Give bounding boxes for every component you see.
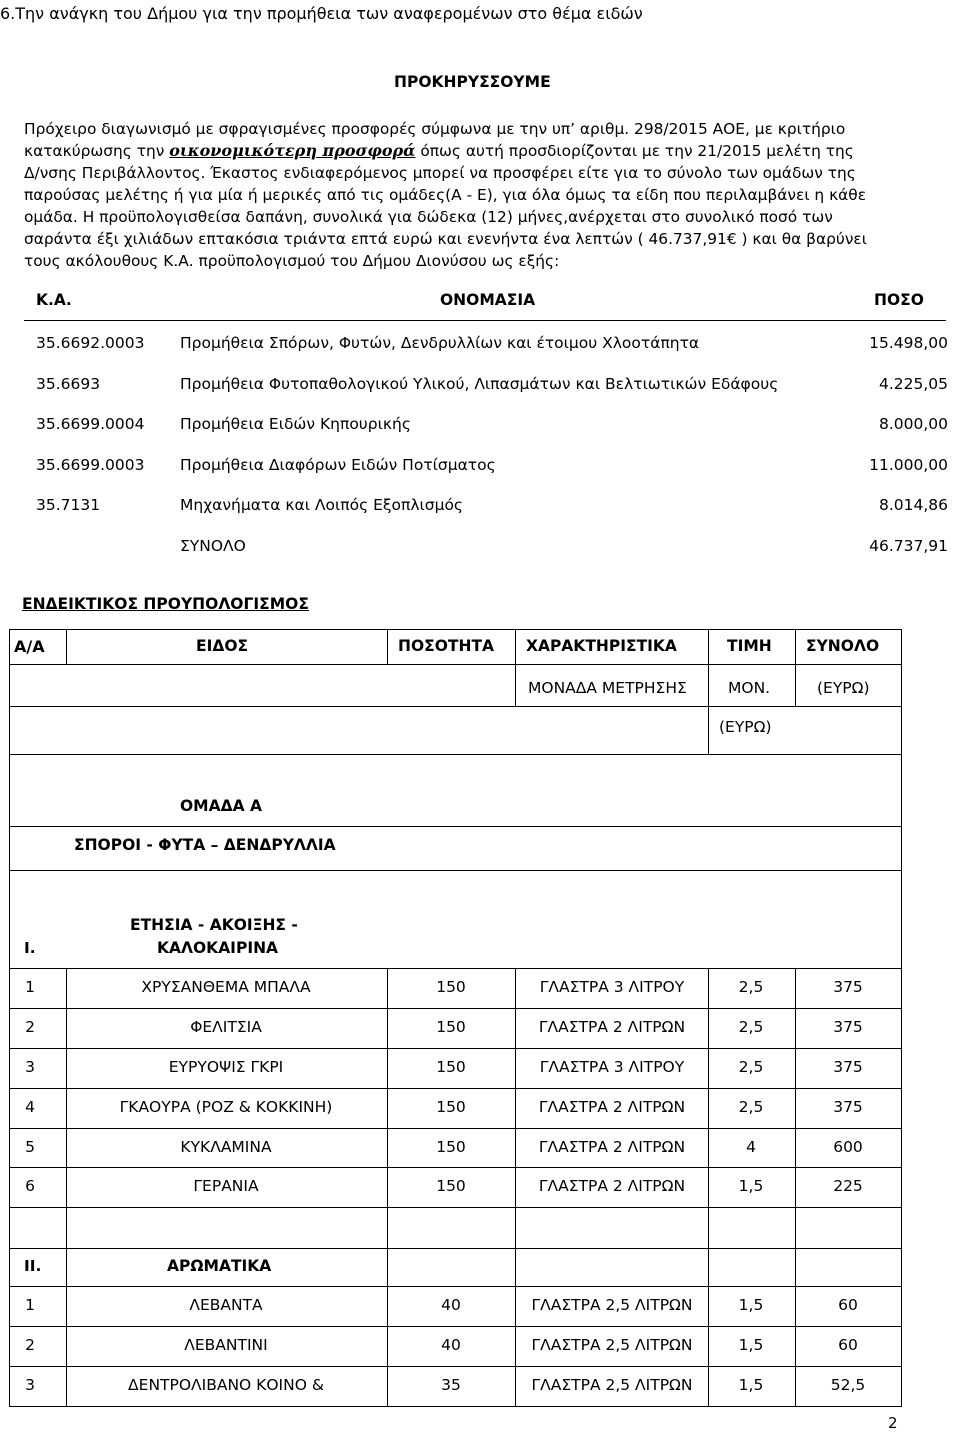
budget-cell: ΓΛΑΣΤΡΑ 2,5 ΛΙΤΡΩΝ xyxy=(531,1296,693,1314)
budget-cell: 375 xyxy=(833,1098,863,1116)
budget-cell: ΛΕΒΑΝΤΑ xyxy=(189,1296,263,1314)
budget-cell: 1,5 xyxy=(738,1177,764,1195)
budget-cell: 600 xyxy=(833,1138,863,1156)
grid-line xyxy=(9,664,902,665)
grid-line xyxy=(9,1366,902,1367)
budget-cell: 150 xyxy=(436,1138,466,1156)
budget-cell: 375 xyxy=(833,1058,863,1076)
budget-cell: ΓΕΡΑΝΙΑ xyxy=(193,1177,259,1195)
budget-cell: 225 xyxy=(833,1177,863,1195)
grid-line xyxy=(9,754,902,755)
budget-cell: ΛΕΒΑΝΤΙΝΙ xyxy=(184,1336,268,1354)
budget-cell: 40 xyxy=(441,1296,461,1314)
grid-line xyxy=(795,629,796,706)
budget-cell: 4 xyxy=(746,1138,756,1156)
section-number: I. xyxy=(24,939,36,957)
budget-sub-unit: ΜΟΝΑΔΑ ΜΕΤΡΗΣΗΣ xyxy=(528,679,687,697)
section-number: II. xyxy=(24,1257,42,1275)
budget-cell: 2,5 xyxy=(738,1058,764,1076)
budget-cell: 4 xyxy=(25,1098,35,1116)
grid-line xyxy=(9,1207,902,1208)
budget-cell: ΓΛΑΣΤΡΑ 2 ΛΙΤΡΩΝ xyxy=(538,1177,686,1195)
budget-cell: 1,5 xyxy=(738,1376,764,1394)
budget-cell: 2 xyxy=(25,1018,35,1036)
para-line: Δ/νσης Περιβάλλοντος. Έκαστος ενδιαφερόμενος μπορεί να προσφέρει είτε για το σύνολο των ομάδων της xyxy=(24,164,856,182)
budget-cell: 1,5 xyxy=(738,1296,764,1314)
budget-cell: 150 xyxy=(436,1058,466,1076)
budget-title: ΕΝΔΕΙΚΤΙΚΟΣ ΠΡΟΥΠΟΛΟΓΙΣΜΟΣ xyxy=(22,595,309,613)
budget-cell: 52,5 xyxy=(830,1376,866,1394)
section-title: ΑΡΩΜΑΤΙΚΑ xyxy=(167,1257,272,1275)
budget-header-item: ΕΙΔΟΣ xyxy=(196,637,249,655)
budget-cell: 35 xyxy=(441,1376,461,1394)
budget-cell: 2,5 xyxy=(738,978,764,996)
ka-header-code: Κ.Α. xyxy=(36,291,72,309)
ka-row-code: 35.6693 xyxy=(36,375,101,393)
ka-header-amount: ΠΟΣΟ xyxy=(874,291,924,309)
budget-cell: 1,5 xyxy=(738,1336,764,1354)
para-line: ομάδα. Η προϋπολογισθείσα δαπάνη, συνολικά για δώδεκα (12) μήνες,ανέρχεται στο συνολικό ποσό των xyxy=(24,208,833,226)
ka-row-name: Προμήθεια Ειδών Κηπουρικής xyxy=(180,415,411,433)
grid-line xyxy=(9,1048,902,1049)
budget-header-specs: ΧΑΡΑΚΤΗΡΙΣΤΙΚΑ xyxy=(526,637,677,655)
budget-sub-euro: (ΕΥΡΩ) xyxy=(817,679,870,697)
ka-row-code: 35.6692.0003 xyxy=(36,334,145,352)
budget-cell: 150 xyxy=(436,978,466,996)
grid-line xyxy=(9,968,902,969)
budget-cell: 375 xyxy=(833,978,863,996)
ka-row-amount: 8.014,86 xyxy=(878,496,948,514)
budget-cell: ΦΕΛΙΤΣΙΑ xyxy=(190,1018,262,1036)
para-line: σαράντα έξι χιλιάδων επτακόσια τριάντα επτά ευρώ και ενενήντα ένα λεπτών ( 46.737,91€ ) και θα βαρύνει xyxy=(24,230,867,248)
budget-cell: 150 xyxy=(436,1177,466,1195)
ka-row-amount: 4.225,05 xyxy=(878,375,948,393)
budget-sub-mon: ΜΟΝ. xyxy=(728,679,771,697)
grid-line xyxy=(9,1326,902,1327)
grid-line xyxy=(515,629,516,706)
budget-cell: ΓΛΑΣΤΡΑ 2 ΛΙΤΡΩΝ xyxy=(538,1098,686,1116)
grid-line xyxy=(9,1128,902,1129)
ka-header-name: ΟΝΟΜΑΣΙΑ xyxy=(440,291,536,309)
budget-cell: 150 xyxy=(436,1098,466,1116)
budget-cell: 1 xyxy=(25,1296,35,1314)
budget-cell: ΧΡΥΣΑΝΘΕΜΑ ΜΠΑΛΑ xyxy=(141,978,311,996)
grid-line xyxy=(9,1406,902,1407)
budget-cell: 3 xyxy=(25,1376,35,1394)
grid-line xyxy=(9,1286,902,1287)
ka-total-value: 46.737,91 xyxy=(869,537,948,555)
ka-row-code: 35.6699.0004 xyxy=(36,415,145,433)
budget-cell: 2 xyxy=(25,1336,35,1354)
budget-cell: 40 xyxy=(441,1336,461,1354)
budget-cell: ΔΕΝΤΡΟΛΙΒΑΝΟ ΚΟΙΝΟ & xyxy=(128,1376,324,1394)
ka-header-rule xyxy=(24,320,946,321)
ka-row-name: Προμήθεια Σπόρων, Φυτών, Δενδρυλλίων και έτοιμου Χλοοτάπητα xyxy=(180,334,700,352)
para-line: τους ακόλουθους Κ.Α. προϋπολογισμού του Δήμου Διονύσου ως εξής: xyxy=(24,252,560,270)
grid-line xyxy=(9,1248,902,1249)
budget-cell: 5 xyxy=(25,1138,35,1156)
para-line: παρούσας μελέτης ή για μία ή μερικές από τις ομάδες(Α - Ε), για όλα όμως τα είδη που περιλαμβάνει η κάθε xyxy=(24,186,867,204)
grid-line xyxy=(9,826,902,827)
grid-line xyxy=(66,629,67,664)
ka-total-label: ΣΥΝΟΛΟ xyxy=(180,537,246,555)
grid-line xyxy=(708,629,709,754)
grid-line xyxy=(9,1008,902,1009)
section-heading: 6.Την ανάγκη του Δήμου για την προμήθεια των αναφερομένων στο θέμα ειδών xyxy=(0,4,643,23)
budget-cell: 60 xyxy=(838,1336,858,1354)
budget-cell: ΚΥΚΛΑΜΙΝΑ xyxy=(180,1138,272,1156)
budget-header-aa: Α/Α xyxy=(14,637,45,656)
budget-cell: ΕΥΡΥΟΨΙΣ ΓΚΡΙ xyxy=(168,1058,284,1076)
budget-cell: 375 xyxy=(833,1018,863,1036)
para-line: Πρόχειρο διαγωνισμό με σφραγισμένες προσφορές σύμφωνα με την υπ’ αριθμ. 298/2015 ΑΟΕ, με κριτήριο xyxy=(24,120,846,138)
budget-cell: 150 xyxy=(436,1018,466,1036)
budget-cell: ΓΛΑΣΤΡΑ 2,5 ΛΙΤΡΩΝ xyxy=(531,1336,693,1354)
budget-header-total: ΣΥΝΟΛΟ xyxy=(806,637,880,655)
section-title: ΕΤΗΣΙΑ - ΑΚΟΙΞΗΣ - xyxy=(130,916,298,934)
ka-row-amount: 15.498,00 xyxy=(869,334,948,352)
ka-row-name: Προμήθεια Φυτοπαθολογικού Υλικού, Λιπασμάτων και Βελτιωτικών Εδάφους xyxy=(180,375,779,393)
budget-cell: 2,5 xyxy=(738,1098,764,1116)
ka-row-code: 35.6699.0003 xyxy=(36,456,145,474)
budget-cell: ΓΛΑΣΤΡΑ 3 ΛΙΤΡΟΥ xyxy=(539,978,685,996)
grid-line xyxy=(9,870,902,871)
budget-cell: ΓΛΑΣΤΡΑ 2,5 ΛΙΤΡΩΝ xyxy=(531,1376,693,1394)
budget-cell: ΓΛΑΣΤΡΑ 3 ΛΙΤΡΟΥ xyxy=(539,1058,685,1076)
ka-row-code: 35.7131 xyxy=(36,496,101,514)
ka-row-name: Προμήθεια Διαφόρων Ειδών Ποτίσματος xyxy=(180,456,496,474)
budget-cell: 3 xyxy=(25,1058,35,1076)
page-number: 2 xyxy=(888,1414,898,1432)
budget-cell: ΓΛΑΣΤΡΑ 2 ΛΙΤΡΩΝ xyxy=(538,1018,686,1036)
budget-cell: 6 xyxy=(25,1177,35,1195)
budget-cell: 60 xyxy=(838,1296,858,1314)
budget-cell: ΓΛΑΣΤΡΑ 2 ΛΙΤΡΩΝ xyxy=(538,1138,686,1156)
ka-row-amount: 8.000,00 xyxy=(878,415,948,433)
grid-line xyxy=(9,706,902,707)
para-line: κατακύρωσης την οικονομικότερη προσφορά όπως αυτή προσδιορίζονται με την 21/2015 μελέτη της xyxy=(24,141,854,160)
budget-header-price: ΤΙΜΗ xyxy=(727,637,772,655)
section-title: ΚΑΛΟΚΑΙΡΙΝΑ xyxy=(157,939,279,957)
ka-row-amount: 11.000,00 xyxy=(869,456,948,474)
budget-cell: 2,5 xyxy=(738,1018,764,1036)
budget-sub-euro-price: (ΕΥΡΩ) xyxy=(719,718,772,736)
grid-line xyxy=(387,629,388,664)
budget-cell: 1 xyxy=(25,978,35,996)
group-title: ΟΜΑΔΑ Α xyxy=(180,797,262,815)
budget-header-quantity: ΠΟΣΟΤΗΤΑ xyxy=(398,637,495,655)
proclaim-title: ΠΡΟΚΗΡΥΣΣΟΥΜΕ xyxy=(394,73,551,91)
budget-cell: ΓΚΑΟΥΡΑ (ΡΟΖ & ΚΟΚΚΙΝΗ) xyxy=(119,1098,333,1116)
grid-line xyxy=(9,1088,902,1089)
grid-line xyxy=(9,1167,902,1168)
group-subtitle: ΣΠΟΡΟΙ - ΦΥΤΑ – ΔΕΝΔΡΥΛΛΙΑ xyxy=(74,836,336,854)
ka-row-name: Μηχανήματα και Λοιπός Εξοπλισμός xyxy=(180,496,464,514)
emphasis-text: οικονομικότερη προσφορά xyxy=(169,141,416,160)
intro-paragraph xyxy=(24,118,940,272)
grid-line xyxy=(9,629,902,630)
